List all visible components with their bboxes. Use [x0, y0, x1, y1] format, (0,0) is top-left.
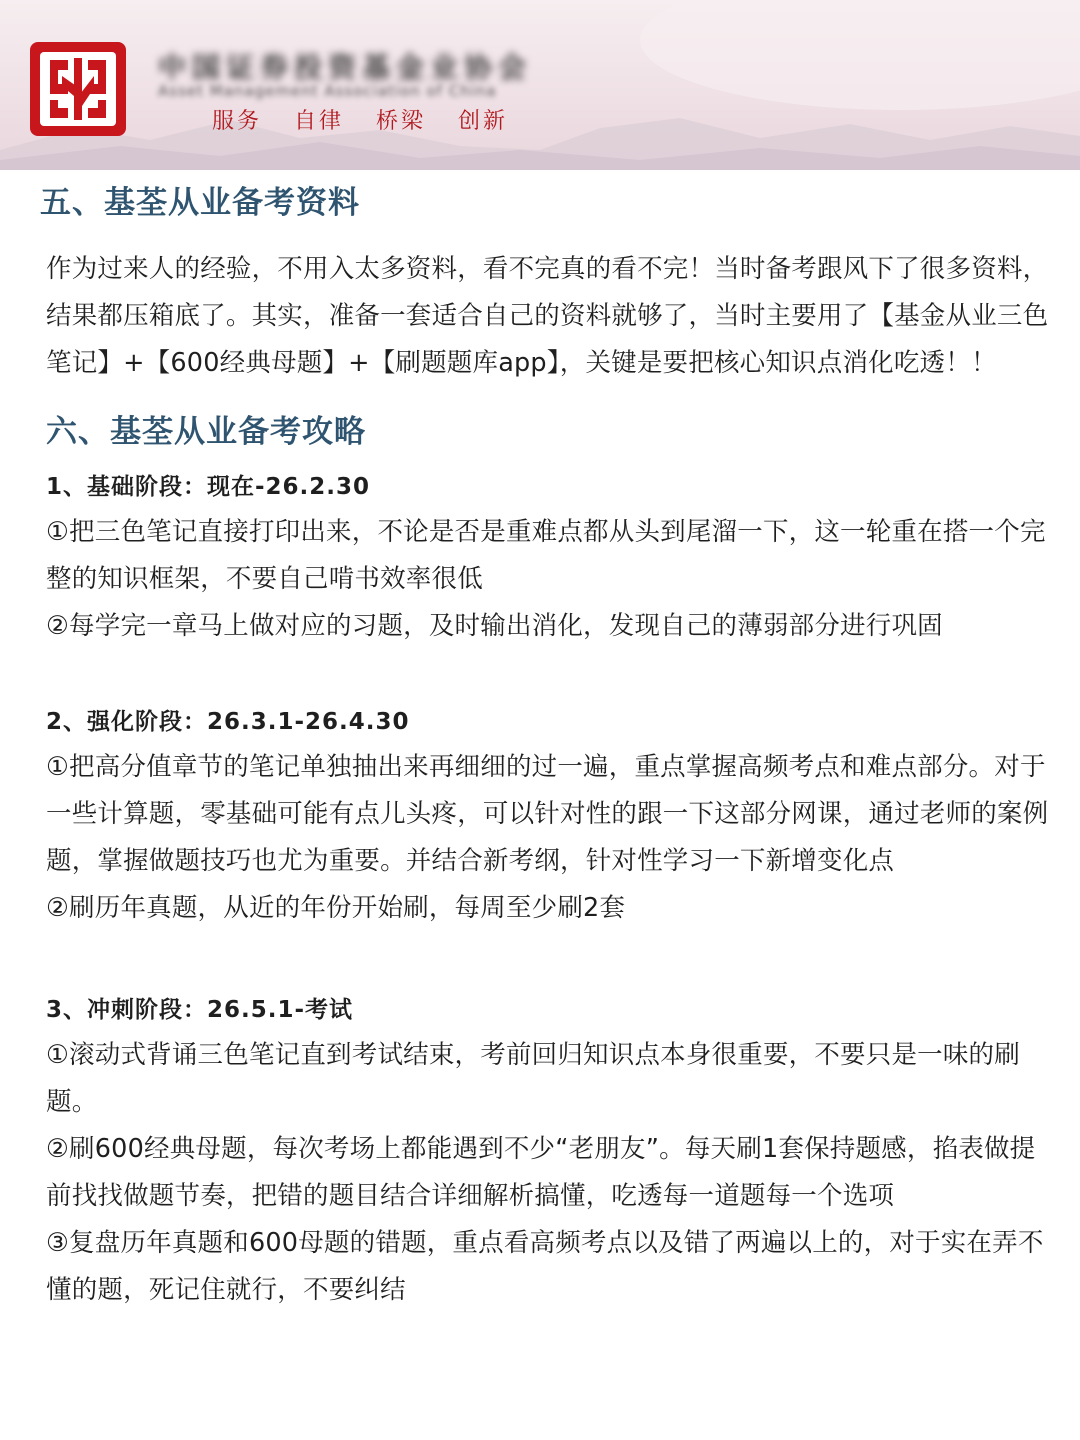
slogan-item: 自律: [294, 109, 345, 134]
stage-basic: [46, 465, 1056, 650]
stage-item: ②刷600经典母题，每次考场上都能遇到不少“老朋友”。每天刷1套保持题感，掐表做提前找找做题节奏，把错的题目结合详细解析搞懂，吃透每一道题每一个选项: [46, 1134, 1036, 1211]
slogan-item: 服务: [212, 109, 263, 134]
stage-item: ①把三色笔记直接打印出来，不论是否是重难点都从头到尾溜一下，这一轮重在搭一个完整的知识框架，不要自己啃书效率很低: [46, 517, 1046, 594]
slogan-item: 创新: [458, 109, 509, 134]
org-name-en-blurred: Asset Management Association of China: [158, 82, 497, 100]
stage-item: ②每学完一章马上做对应的习题，及时输出消化，发现自己的薄弱部分进行巩固: [46, 611, 943, 641]
stage-item: ②刷历年真题，从近的年份开始刷，每周至少刷2套: [46, 893, 626, 923]
association-logo: [28, 40, 128, 138]
stage-heading: 1、基础阶段：现在-26.2.30: [46, 474, 371, 500]
stage-item: ③复盘历年真题和600母题的错题，重点看高频考点以及错了两遍以上的，对于实在弄不懂的题，死记住就行，不要纠结: [46, 1228, 1044, 1305]
slogan-row: [212, 104, 530, 135]
slogan-item: 桥梁: [376, 109, 427, 134]
header-banner: [0, 0, 1080, 170]
stage-sprint: [46, 988, 1056, 1314]
section6-title: 六、基荃从业备考攻略: [46, 414, 366, 450]
section5-title: 五、基荃从业备考资料: [40, 185, 360, 221]
stage-intensive: [46, 700, 1056, 932]
stage-item: ①把高分值章节的笔记单独抽出来再细细的过一遍，重点掌握高频考点和难点部分。对于一些计算题，零基础可能有点儿头疼，可以针对性的跟一下这部分网课，通过老师的案例题，掌握做题技巧也尤为重要。并结合新考纲，针对性学习一下新增变化点: [46, 752, 1049, 876]
org-name-blurred: 中国证券投资基金业协会: [158, 51, 533, 84]
stage-heading: 3、冲刺阶段：26.5.1-考试: [46, 997, 354, 1023]
section5-paragraph: 作为过来人的经验，不用入太多资料，看不完真的看不完！当时备考跟风下了很多资料，结果都压箱底了。其实，准备一套适合自己的资料就够了，当时主要用了【基金从业三色笔记】+【600经典母题】+【刷题题库app】，关键是要把核心知识点消化吃透！！: [46, 254, 1049, 378]
stage-heading: 2、强化阶段：26.3.1-26.4.30: [46, 709, 410, 735]
stage-item: ①滚动式背诵三色笔记直到考试结束，考前回归知识点本身很重要，不要只是一味的刷题。: [46, 1040, 1020, 1117]
article-body: [40, 176, 1056, 1314]
